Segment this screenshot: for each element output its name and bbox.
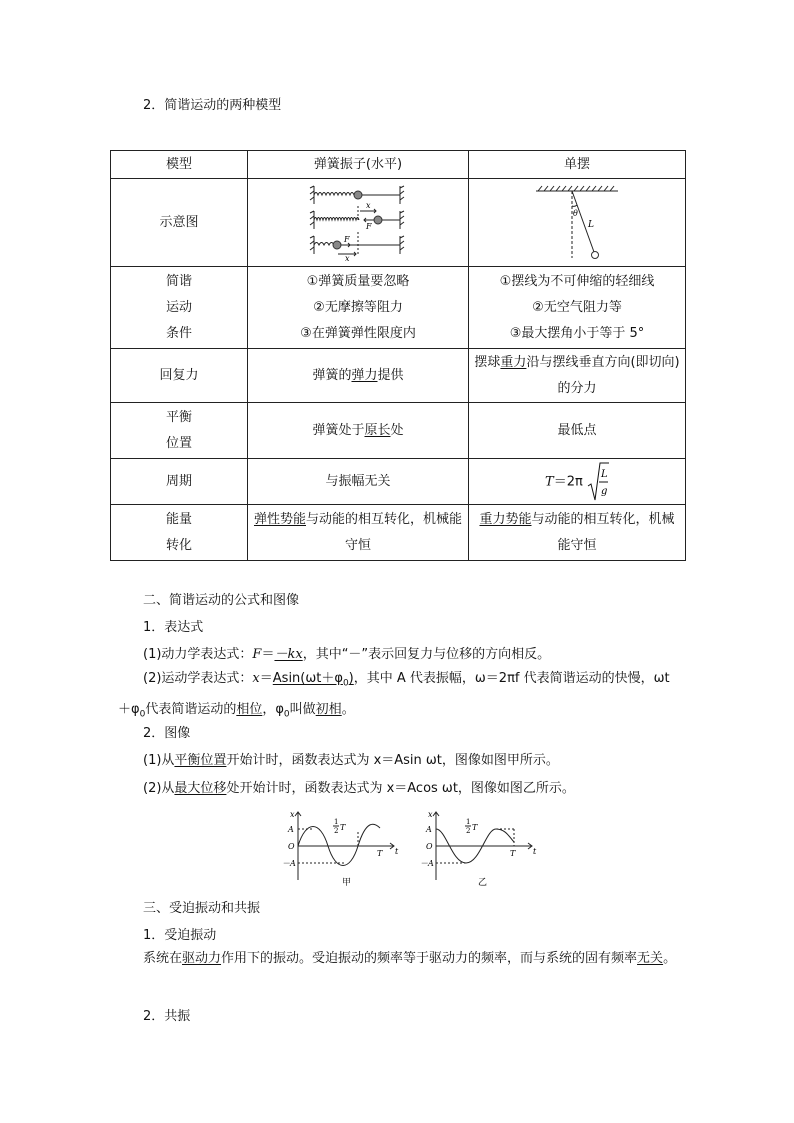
spring-x-label-2: x bbox=[345, 253, 350, 262]
table-row-period bbox=[111, 459, 686, 505]
spring-x-label-1: x bbox=[366, 200, 371, 210]
spring-restoring: 弹簧的弹力提供 bbox=[248, 349, 469, 403]
header-spring: 弹簧振子(水平) bbox=[248, 151, 469, 179]
yi-half-num: 1 bbox=[466, 818, 471, 826]
pendulum-equilibrium: 最低点 bbox=[469, 403, 686, 459]
yi-T: T bbox=[510, 849, 516, 858]
dynamics-expression: (1)动力学表达式：F＝－kx，其中“－”表示回复力与位移的方向相反。 bbox=[143, 647, 551, 662]
jia-half-den: 2 bbox=[334, 827, 339, 835]
period-g: g bbox=[600, 485, 608, 497]
kinematics-expression: (2)运动学表达式：$x=Asin(\omega t+\varphi_0)$，其中 A 代表振幅，ω＝2πf 代表简谐运动的快慢，$\omega t+\varphi_0$代表简谐运动的相位，$\varphi_0$叫做初相。 bbox=[118, 671, 670, 720]
label-diagram: 示意图 bbox=[111, 179, 248, 267]
models-table bbox=[110, 150, 686, 561]
spring-F-label-1: F bbox=[366, 221, 372, 231]
pendulum-conditions: ①摆线为不可伸缩的轻细线 ②无空气阻力等 ③最大摆角小于等于 5° bbox=[469, 267, 686, 349]
image-line-1: (1)从平衡位置开始计时，函数表达式为 x＝Asin ωt，图像如图甲所示。 bbox=[143, 753, 559, 768]
table-row-diagram bbox=[111, 179, 686, 267]
pendulum-theta: θ bbox=[573, 208, 578, 218]
table-row-conditions bbox=[111, 267, 686, 349]
jia-halfT: T bbox=[340, 823, 346, 832]
yi-halfT: T bbox=[472, 823, 478, 832]
jia-T: T bbox=[377, 849, 383, 858]
yi-caption: 乙 bbox=[478, 878, 488, 888]
table-row-energy bbox=[111, 505, 686, 561]
spring-diagram-cell bbox=[248, 179, 469, 267]
label-period: 周期 bbox=[111, 459, 248, 505]
graph-yi bbox=[420, 808, 540, 888]
period-L: L bbox=[600, 468, 608, 480]
yi-A: A bbox=[426, 825, 432, 834]
yi-x-axis: x bbox=[428, 810, 433, 819]
pendulum-restoring: 摆球重力沿与摆线垂直方向(即切向)的分力 bbox=[469, 349, 686, 403]
section2-sub1: 1．表达式 bbox=[143, 620, 204, 635]
yi-half-den: 2 bbox=[466, 827, 471, 835]
spring-period: 与振幅无关 bbox=[248, 459, 469, 505]
label-conditions: 简谐 运动 条件 bbox=[111, 267, 248, 349]
heading-two-models: 2．简谐运动的两种模型 bbox=[143, 98, 282, 113]
section3-sub1: 1．受迫振动 bbox=[143, 928, 217, 943]
simple-pendulum-diagram bbox=[532, 184, 622, 262]
jia-negA: －A bbox=[282, 859, 296, 868]
jia-t-axis: t bbox=[395, 847, 399, 856]
image-line-2: (2)从最大位移处开始计时，函数表达式为 x＝Acos ωt，图像如图乙所示。 bbox=[143, 781, 575, 796]
table-row-restoring bbox=[111, 349, 686, 403]
spring-equilibrium: 弹簧处于原长处 bbox=[248, 403, 469, 459]
graph-jia bbox=[282, 808, 402, 888]
yi-negA: －A bbox=[420, 859, 434, 868]
spring-oscillator-diagram bbox=[308, 184, 408, 262]
spring-conditions: ①弹簧质量要忽略 ②无摩擦等阻力 ③在弹簧弹性限度内 bbox=[248, 267, 469, 349]
label-equilibrium: 平衡 位置 bbox=[111, 403, 248, 459]
yi-O: O bbox=[426, 842, 433, 851]
section2-sub2: 2．图像 bbox=[143, 726, 191, 741]
label-energy: 能量 转化 bbox=[111, 505, 248, 561]
section2-title: 二、简谐运动的公式和图像 bbox=[143, 593, 300, 608]
pendulum-energy: 重力势能与动能的相互转化，机械能守恒 bbox=[469, 505, 686, 561]
jia-O: O bbox=[288, 842, 295, 851]
jia-half-num: 1 bbox=[334, 818, 339, 826]
sqrt-l-over-g bbox=[587, 462, 609, 502]
spring-energy: 弹性势能与动能的相互转化，机械能守恒 bbox=[248, 505, 469, 561]
pendulum-L: L bbox=[588, 219, 594, 230]
jia-x-axis: x bbox=[290, 810, 295, 819]
jia-A: A bbox=[288, 825, 294, 834]
section3-title: 三、受迫振动和共振 bbox=[143, 901, 261, 916]
table-header-row bbox=[111, 151, 686, 179]
label-restoring: 回复力 bbox=[111, 349, 248, 403]
header-pendulum: 单摆 bbox=[469, 151, 686, 179]
pendulum-period: T＝2π L g bbox=[469, 459, 686, 505]
pendulum-diagram-cell bbox=[469, 179, 686, 267]
header-model: 模型 bbox=[111, 151, 248, 179]
forced-vibration-para: 系统在驱动力作用下的振动。受迫振动的频率等于驱动力的频率，而与系统的固有频率无关。 bbox=[143, 951, 677, 966]
table-row-equilibrium bbox=[111, 403, 686, 459]
jia-caption: 甲 bbox=[342, 878, 352, 888]
section3-sub2: 2．共振 bbox=[143, 1009, 191, 1024]
yi-t-axis: t bbox=[533, 847, 537, 856]
spring-F-label-2: F bbox=[344, 234, 350, 244]
